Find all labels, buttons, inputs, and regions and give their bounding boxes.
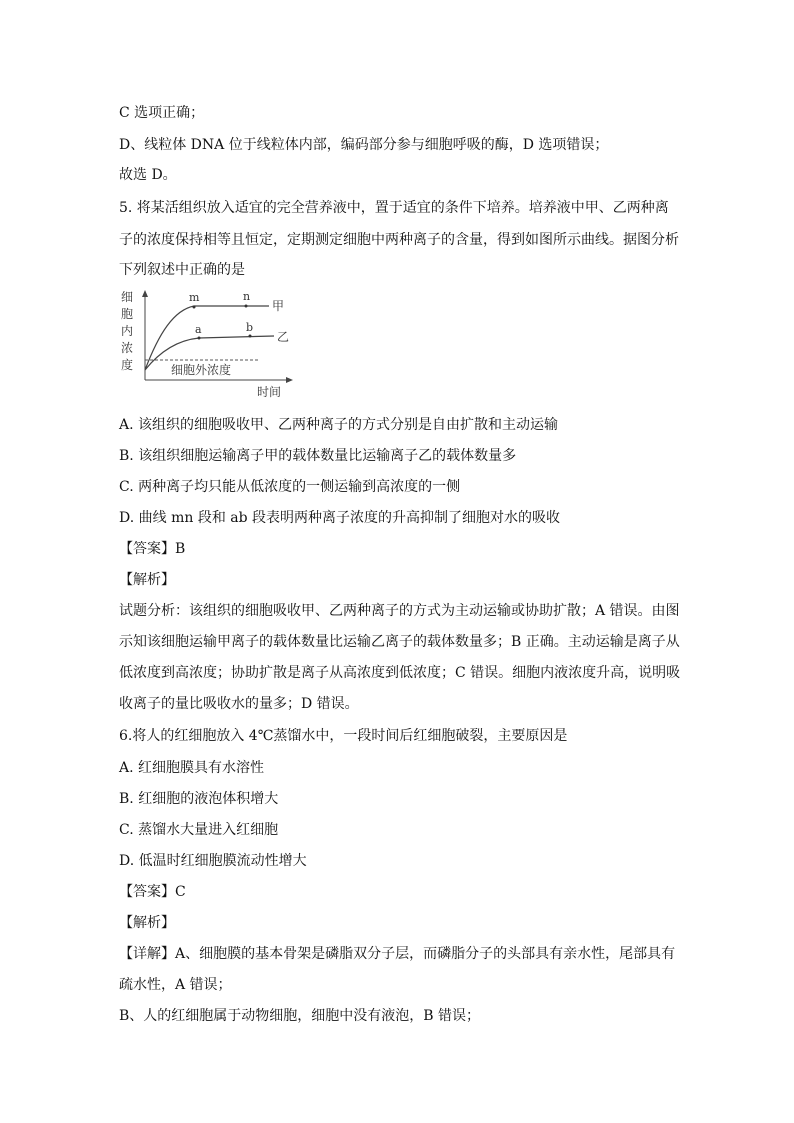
x-axis-label: 时间 — [257, 385, 282, 399]
point-m-label: m — [189, 291, 200, 304]
y-axis-label-char: 度 — [121, 358, 134, 372]
text-line: 故选 D。 — [119, 167, 177, 183]
point-m-dot — [193, 306, 196, 309]
question-5-stem: 下列叙述中正确的是 — [119, 262, 245, 278]
question-5-stem: 子的浓度保持相等且恒定，定期测定细胞中两种离子的含量，得到如图所示曲线。据图分析 — [119, 232, 679, 248]
point-b-label: b — [246, 321, 254, 334]
analysis-heading: 【解析】 — [119, 915, 175, 931]
point-n-dot — [245, 305, 248, 308]
analysis-text: 收离子的量比吸收水的量多；D 错误。 — [119, 696, 359, 712]
point-n-label: n — [243, 290, 251, 303]
text-line: C 选项正确； — [119, 105, 205, 121]
analysis-text: 低浓度到高浓度；协助扩散是离子从高浓度到低浓度；C 错误。细胞内液浓度升高，说明吸 — [119, 665, 681, 681]
question-6-stem: 6.将人的红细胞放入 4℃蒸馏水中，一段时间后红细胞破裂，主要原因是 — [119, 728, 568, 744]
text-line: D、线粒体 DNA 位于线粒体内部，编码部分参与细胞呼吸的酶，D 选项错误； — [119, 137, 609, 153]
question-5-stem: 5. 将某活组织放入适宜的完全营养液中，置于适宜的条件下培养。培养液中甲、乙两种离 — [119, 200, 669, 216]
point-a-dot — [198, 337, 201, 340]
option-d: D. 低温时红细胞膜流动性增大 — [119, 853, 307, 869]
y-axis-label-char: 内 — [121, 324, 134, 338]
curve-jia-label: 甲 — [272, 299, 285, 313]
option-b: B. 红细胞的液泡体积增大 — [119, 791, 279, 807]
answer-line: 【答案】B — [119, 541, 186, 557]
option-a: A. 红细胞膜具有水溶性 — [119, 760, 265, 776]
y-axis-label-char: 胞 — [121, 307, 134, 321]
option-b: B. 该组织细胞运输离子甲的载体数量比运输离子乙的载体数量多 — [119, 448, 517, 464]
y-axis-label-char: 浓 — [121, 341, 134, 355]
analysis-text: 试题分析：该组织的细胞吸收甲、乙两种离子的方式为主动运输或协助扩散；A 错误。由图 — [119, 603, 680, 619]
baseline-label: 细胞外浓度 — [171, 363, 232, 377]
point-b-dot — [249, 335, 252, 338]
analysis-text: B、人的红细胞属于动物细胞，细胞中没有液泡，B 错误； — [119, 1008, 481, 1024]
y-axis-label-char: 细 — [121, 290, 134, 304]
curve-yi-label: 乙 — [277, 330, 290, 344]
analysis-text: 疏水性，A 错误； — [119, 977, 232, 993]
option-d: D. 曲线 mn 段和 ab 段表明两种离子浓度的升高抑制了细胞对水的吸收 — [119, 510, 561, 526]
answer-line: 【答案】C — [119, 884, 186, 900]
option-c: C. 两种离子均只能从低浓度的一侧运输到高浓度的一侧 — [119, 479, 461, 495]
option-a: A. 该组织的细胞吸收甲、乙两种离子的方式分别是自由扩散和主动运输 — [119, 417, 559, 433]
point-a-label: a — [195, 323, 202, 336]
analysis-heading: 【解析】 — [119, 572, 175, 588]
y-axis-arrow — [142, 290, 148, 297]
analysis-text: 示知该细胞运输甲离子的载体数量比运输乙离子的载体数量多；B 正确。主动运输是离子从 — [119, 634, 680, 650]
analysis-text: 【详解】A、细胞膜的基本骨架是磷脂双分子层，而磷脂分子的头部具有亲水性，尾部具有 — [119, 946, 676, 962]
ion-concentration-figure — [119, 288, 297, 400]
option-c: C. 蒸馏水大量进入红细胞 — [119, 822, 279, 838]
x-axis-arrow — [286, 377, 293, 383]
